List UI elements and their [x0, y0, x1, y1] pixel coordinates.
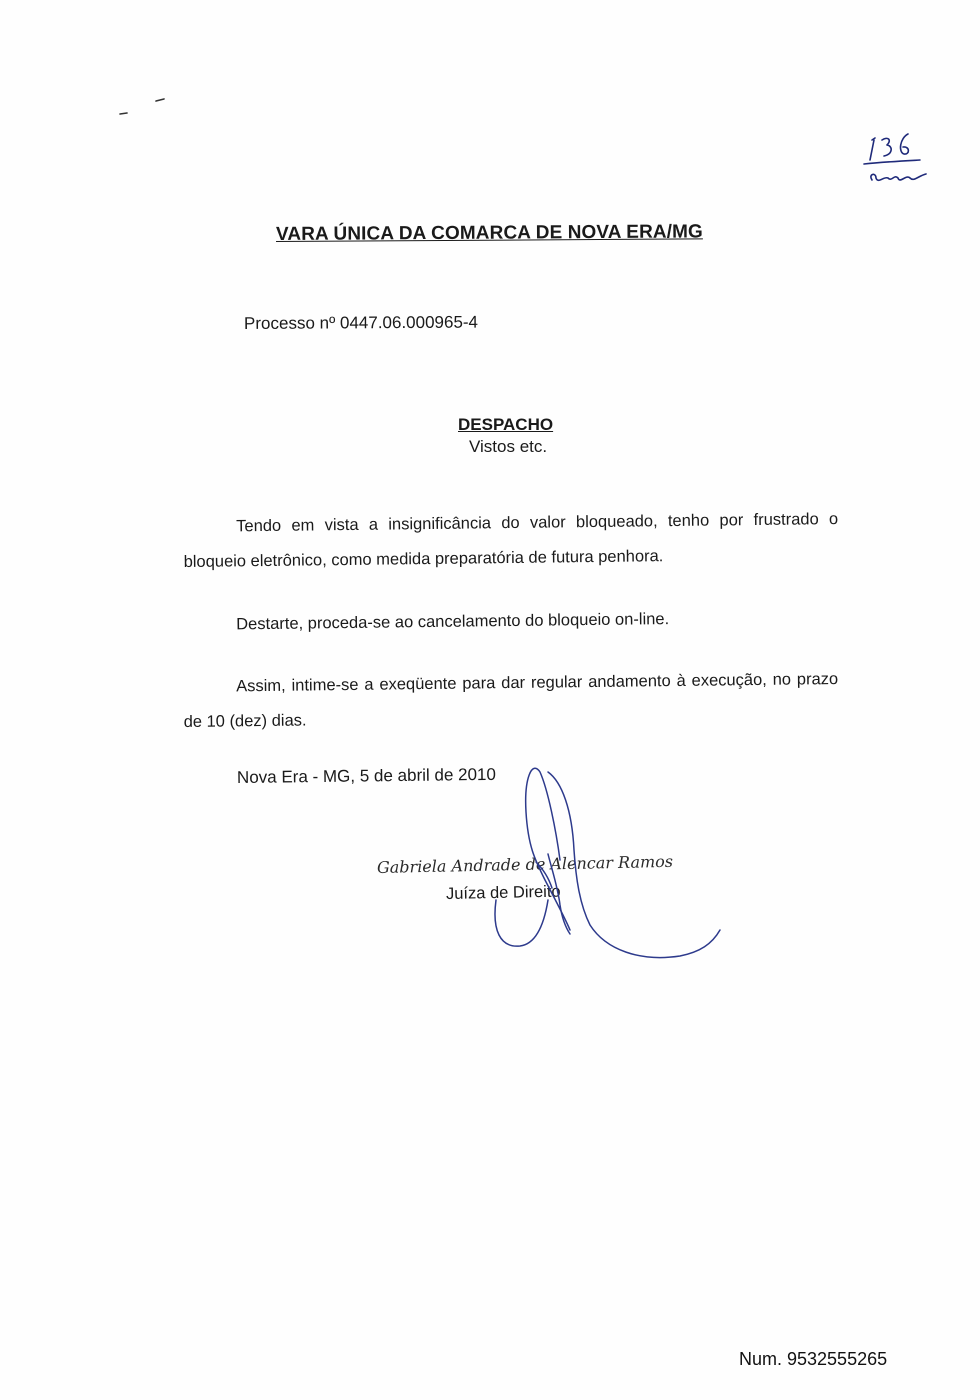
stray-marks [120, 99, 164, 114]
court-title: VARA ÚNICA DA COMARCA DE NOVA ERA/MG [275, 221, 703, 245]
despacho-title: DESPACHO [458, 415, 554, 434]
paragraph-insignificance: Tendo em vista a insignificância do valor bloqueado, tenho por frustrado o bloqueio eletrônico, como medida preparatória de futura penhora. [183, 509, 839, 571]
vistos-line: Vistos etc. [469, 437, 548, 456]
paragraph-summon: Assim, intime-se a exeqüente para dar regular andamento à execução, no prazo de 10 (dez) dias. [183, 669, 839, 731]
document-number: Num. 9532555265 [739, 1349, 888, 1369]
paragraph-cancel-block: Destarte, proceda-se ao cancelamento do bloqueio on-line. [236, 610, 670, 634]
date-line: Nova Era - MG, 5 de abril de 2010 [236, 764, 497, 787]
signer-name: Gabriela Andrade de Alencar Ramos [376, 851, 674, 877]
signer-role: Juíza de Direito [445, 882, 561, 903]
handwritten-page-number [862, 128, 934, 192]
process-number: Processo nº 0447.06.000965-4 [243, 312, 479, 333]
